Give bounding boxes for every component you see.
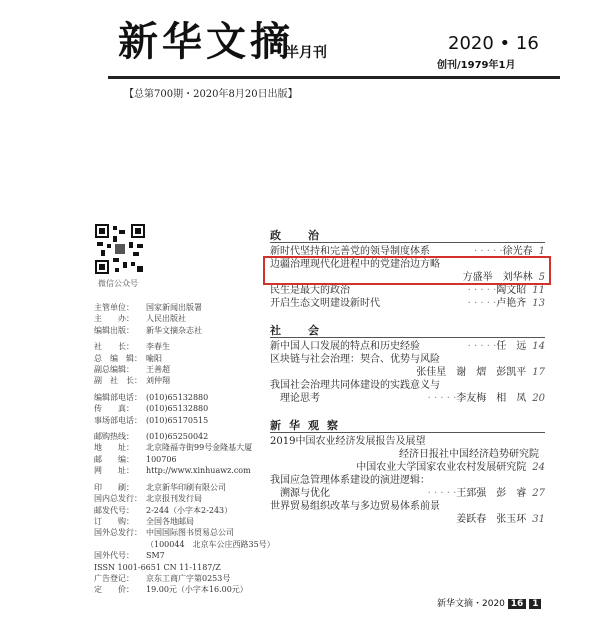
publisher-row (94, 539, 275, 550)
publisher-row (94, 573, 264, 584)
footer-issue: 16 (508, 599, 527, 609)
total-issue-line: 【总第700期・2020年8月20日出版】 (124, 89, 298, 100)
section-rule (270, 337, 545, 338)
publisher-value: 国家新闻出版署 (146, 303, 202, 312)
publisher-row (94, 442, 264, 453)
toc-item[interactable] (270, 340, 545, 353)
publisher-row (94, 403, 264, 414)
toc-item[interactable] (270, 474, 545, 487)
publisher-row (94, 415, 264, 426)
publisher-row (94, 313, 264, 324)
publisher-label: 邮发代号： (94, 505, 134, 515)
toc-item-page: 1 (538, 246, 545, 257)
toc-item-title: 民生是最大的政治 (270, 285, 350, 296)
toc-item-author: 中国农业大学国家农业农村发展研究院 (356, 462, 527, 473)
publisher-row (94, 493, 264, 504)
publisher-label: 广告登记： (94, 573, 134, 583)
toc-item-page: 11 (532, 285, 545, 296)
toc-item[interactable] (270, 448, 545, 461)
publisher-value: (010)65250042 (146, 432, 209, 442)
footer-text: 新华文摘・2020 (437, 599, 505, 609)
toc-item[interactable] (270, 513, 545, 526)
publisher-value: （100044 北京车公庄西路35号） (146, 539, 275, 549)
toc-item[interactable] (270, 284, 545, 297)
toc-item-page: 14 (532, 341, 545, 352)
toc-item-title: 溯源与优化 (270, 488, 330, 499)
publisher-row (94, 302, 264, 313)
leader-dots: · · · · · (427, 393, 457, 404)
publisher-row (94, 465, 264, 476)
toc-item-page: 27 (532, 488, 545, 499)
toc-item-author: 陶文昭 (496, 285, 527, 296)
toc-item-author: 张佳星 谢 熠 彭凯平 (416, 367, 527, 378)
publisher-label: 邮 编： (94, 454, 134, 464)
toc-item-page: 5 (538, 272, 545, 283)
publisher-value: 中国国际图书贸易总公司 (146, 528, 234, 538)
publisher-label: 事场部电话： (94, 415, 142, 425)
toc-item-author: 卢艳齐 (496, 298, 527, 309)
publisher-value: SM7 (146, 551, 165, 561)
publisher-row (94, 550, 264, 561)
publisher-value: 新华文摘杂志社 (146, 325, 202, 335)
publisher-value: (010)65132880 (146, 392, 209, 402)
toc-item-title: 2019中国农业经济发展报告及展望 (270, 436, 426, 447)
toc-item[interactable] (270, 435, 545, 448)
toc-item-title: 世界贸易组织改革与多边贸易体系前景 (270, 501, 440, 512)
page-footer (437, 596, 541, 609)
toc-item-page: 31 (532, 514, 545, 525)
toc-section-title: 政 治 (270, 229, 327, 242)
toc-item-author: 经济日报社中国经济趋势研究院 (399, 449, 539, 460)
magazine-title: 新华文摘 (118, 19, 294, 65)
publisher-row (94, 431, 264, 442)
publisher-label: 国外总发行： (94, 528, 142, 538)
publisher-label: 编辑部电话： (94, 392, 142, 402)
publisher-row (94, 375, 264, 386)
section-rule (270, 432, 545, 433)
toc-item-author: 王郅强 彭 睿 (456, 488, 527, 499)
toc-item[interactable] (270, 461, 545, 474)
publisher-row (94, 341, 264, 352)
toc-item-author: 任 远 (496, 341, 527, 352)
publisher-value: 100706 (146, 454, 177, 464)
publisher-row (94, 325, 264, 336)
publisher-row (94, 454, 264, 465)
spacer (270, 526, 545, 538)
publisher-value: 北京报刊发行局 (146, 494, 202, 504)
publisher-label: 副总编辑： (94, 365, 134, 375)
publisher-row (94, 364, 264, 375)
toc-item-author: 李友梅 相 凤 (456, 393, 527, 404)
publisher-label: 邮购热线： (94, 432, 134, 442)
toc-item[interactable] (270, 392, 545, 405)
toc-item-page: 24 (532, 462, 545, 473)
leader-dots: · · · · · (467, 341, 497, 352)
toc-item-title: 理论思考 (270, 393, 320, 404)
publisher-label: 订 购： (94, 516, 134, 526)
publisher-value: 王善超 (146, 365, 170, 375)
section-rule (270, 242, 545, 243)
spacer (270, 405, 545, 417)
publisher-label: 网 址： (94, 466, 134, 476)
publisher-label: 地 址： (94, 443, 134, 453)
publisher-value: 19.00元（小字本16.00元） (146, 585, 248, 595)
publisher-value: (010)65132880 (146, 404, 209, 414)
publisher-value: (010)65170515 (146, 415, 209, 425)
publisher-label: 编辑出版： (94, 325, 134, 335)
toc-item-page: 20 (532, 393, 545, 404)
toc-item[interactable] (270, 379, 545, 392)
magazine-subtitle: 半月刊 (285, 45, 327, 61)
publisher-row (94, 584, 264, 595)
toc-item-author: 姜跃春 张玉环 (456, 514, 527, 525)
leader-dots: · · · · · (474, 246, 503, 257)
publisher-value: http://www.xinhuawz.com (146, 466, 251, 476)
publisher-label: 国内总发行： (94, 494, 142, 504)
qr-code-icon (95, 224, 145, 274)
toc-item[interactable] (270, 353, 545, 366)
header-rule (108, 76, 560, 79)
toc-item[interactable] (270, 487, 545, 500)
publisher-label: 社 长： (94, 342, 134, 352)
toc-item-title: 新时代坚持和完善党的领导制度体系 (270, 246, 430, 257)
publisher-info (94, 302, 275, 596)
publisher-label: 主管单位： (94, 303, 134, 312)
spacer (270, 310, 545, 322)
publisher-row (94, 562, 264, 573)
publisher-label: 印 刷： (94, 482, 134, 492)
publisher-label: 国外代号： (94, 551, 134, 561)
publisher-value: 北京新华印刷有限公司 (146, 482, 226, 492)
toc-item-page: 17 (532, 367, 545, 378)
publisher-row (94, 392, 264, 403)
toc-item[interactable] (270, 366, 545, 379)
toc-item[interactable] (270, 500, 545, 513)
leader-dots: · · · · · (467, 285, 497, 296)
toc-item[interactable] (270, 297, 545, 310)
toc-section-title: 社 会 (270, 324, 327, 337)
issue-number: 2020 • 16 (448, 33, 539, 54)
publisher-row (94, 505, 264, 516)
toc-item-page: 13 (532, 298, 545, 309)
toc-item-title: 我国应急管理体系建设的演进逻辑： (270, 475, 430, 486)
publisher-value: 全国各地邮局 (146, 516, 194, 526)
publisher-value: 喻阳 (146, 353, 162, 363)
publisher-value: 人民出版社 (146, 314, 186, 324)
toc-item-author: 方盛举 刘华林 (462, 272, 533, 283)
publisher-value: 京东工商广字第0253号 (146, 573, 231, 583)
toc-item-title: 边疆治理现代化进程中的党建治边方略 (270, 259, 440, 270)
publisher-value: 刘仲翔 (146, 376, 170, 386)
toc-item-title: 新中国人口发展的特点和历史经验 (270, 341, 420, 352)
leader-dots: · · · · · (427, 488, 457, 499)
publisher-value: 北京隆福寺街99号金隆基大厦 (146, 443, 253, 453)
toc-section-title: 新华观察 (270, 419, 346, 432)
toc-item-author: 徐光春 (502, 246, 533, 257)
toc-item-title: 区块链与社会治理：契合、优势与风险 (270, 354, 440, 365)
publisher-label: 定 价： (94, 585, 134, 595)
publisher-row (94, 482, 264, 493)
publisher-value: 李春生 (146, 342, 170, 352)
founded-date: 创刊/1979年1月 (437, 60, 516, 71)
publisher-row (94, 527, 264, 538)
publisher-label: 副 社 长： (94, 376, 142, 386)
toc-item-title: 开启生态文明建设新时代 (270, 298, 380, 309)
qr-caption: 微信公众号 (98, 279, 138, 288)
toc-item-title: 我国社会治理共同体建设的实践意义与 (270, 380, 440, 391)
publisher-label: 主 办： (94, 314, 134, 324)
publisher-label: 传 真： (94, 404, 134, 414)
leader-dots: · · · · · (467, 298, 497, 309)
footer-page: 1 (529, 599, 541, 609)
publisher-row (94, 353, 264, 364)
publisher-row (94, 516, 264, 527)
publisher-label: 总 编 辑： (94, 353, 142, 363)
publisher-label: ISSN 1001-6651 CN 11-1187/Z (94, 562, 221, 572)
publisher-value: 2-244（小字本2-243） (146, 505, 233, 515)
highlight-box (263, 256, 551, 285)
